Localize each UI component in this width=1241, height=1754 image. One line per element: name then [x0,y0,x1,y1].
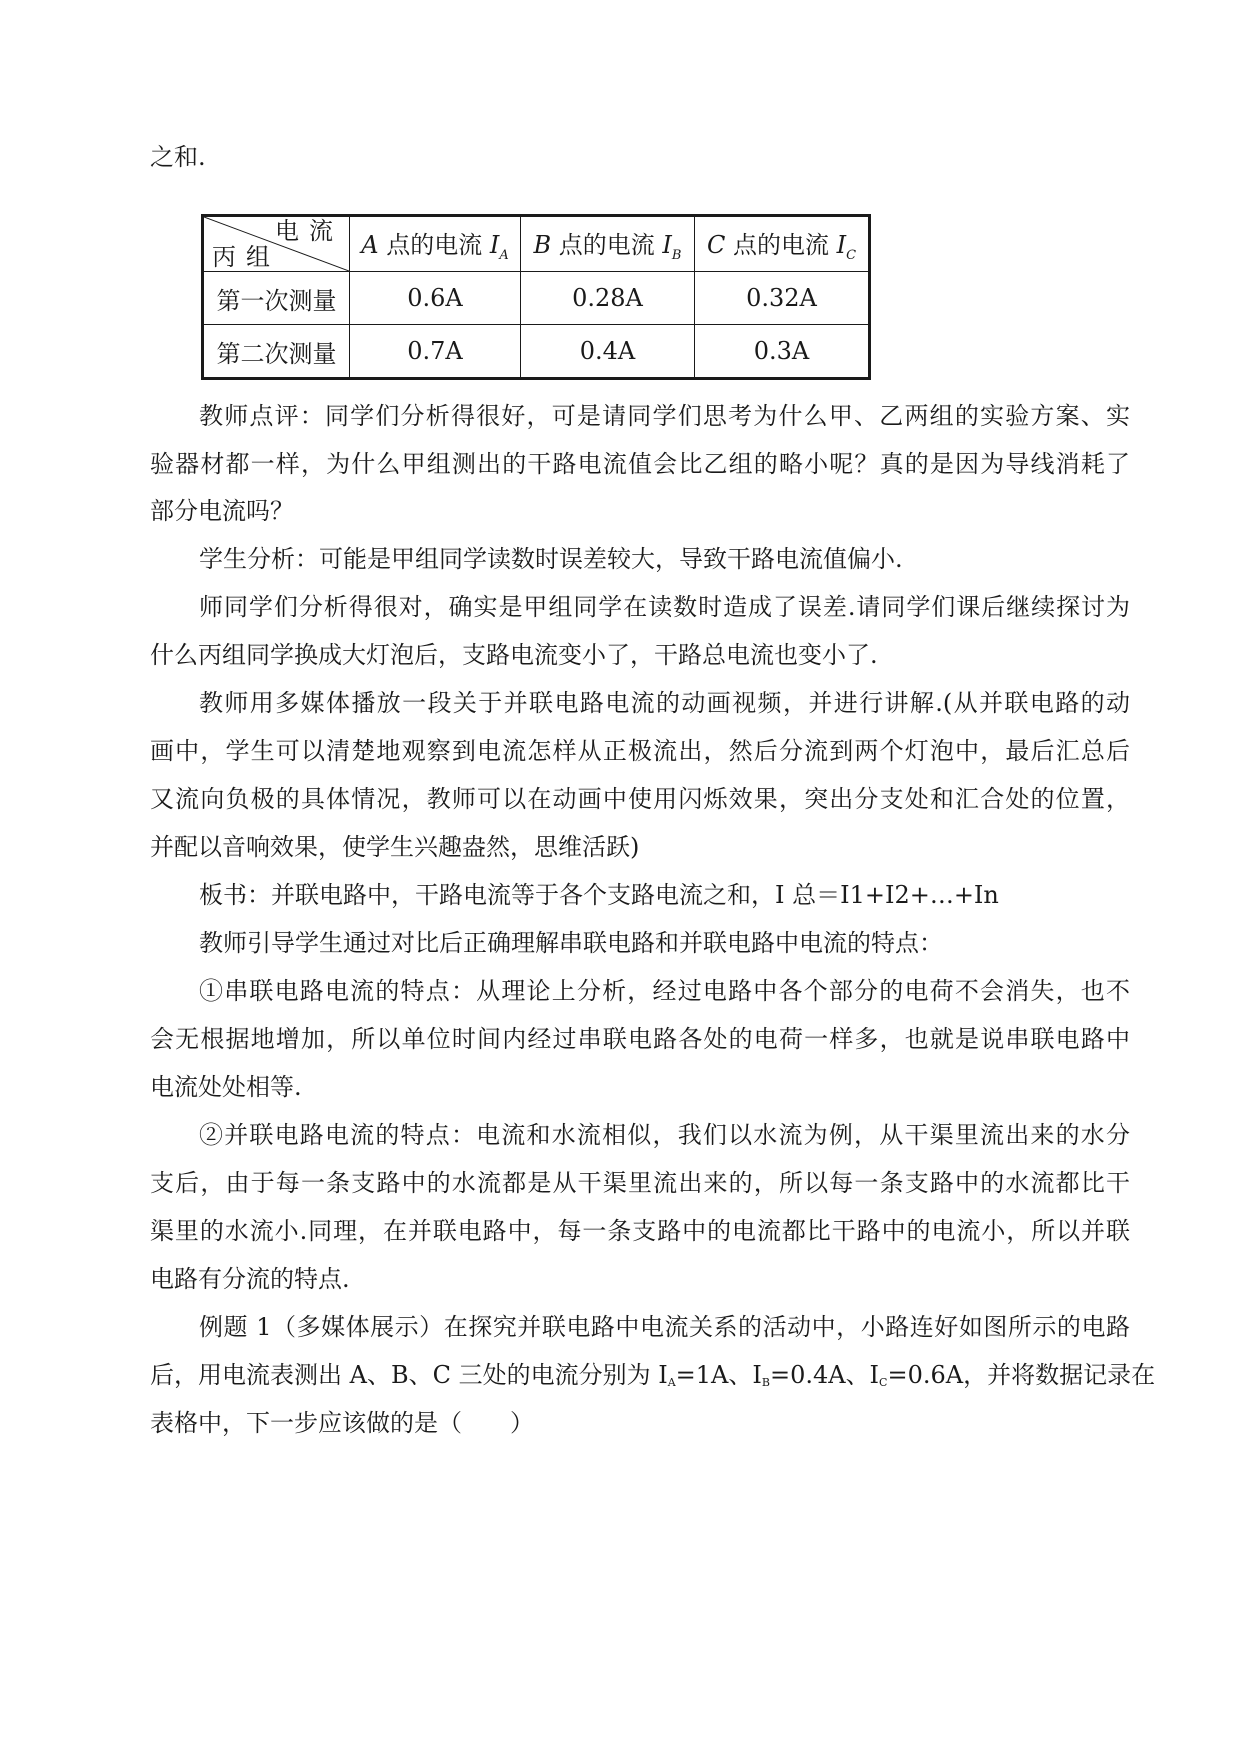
table-cell: 0.3A [695,325,870,379]
paragraph-line: 画中，学生可以清楚地观察到电流怎样从正极流出，然后分流到两个灯泡中，最后汇总后 [150,737,1130,765]
paragraph-line: ①串联电路电流的特点：从理论上分析，经过电路中各个部分的电荷不会消失，也不 [199,977,1130,1005]
table-header-row [203,216,870,272]
paragraph-line: 验器材都一样，为什么甲组测出的干路电流值会比乙组的略小呢？真的是因为导线消耗了 [150,450,1130,478]
paragraph-line: 电流处处相等. [150,1073,302,1101]
paragraph-line: 又流向负极的具体情况，教师可以在动画中使用闪烁效果，突出分支处和汇合处的位置， [150,785,1130,813]
paragraph-line: 教师用多媒体播放一段关于并联电路电流的动画视频，并进行讲解.(从并联电路的动 [199,689,1130,717]
paragraph-line: 学生分析：可能是甲组同学读数时误差较大，导致干路电流值偏小. [199,545,903,573]
table-cell: 0.6A [350,272,521,325]
table-cell: 0.32A [695,272,870,325]
example-question-line: 后，用电流表测出 A、B、C 三处的电流分别为 IA=1A、IB=0.4A、IC=0.6A，并将数据记录在 [150,1361,1156,1389]
table-cell: 0.7A [350,325,521,379]
paragraph-line: 什么丙组同学换成大灯泡后，支路电流变小了，干路总电流也变小了. [150,641,878,669]
board-writing: 板书：并联电路中，干路电流等于各个支路电流之和，I 总＝I1+I2+…+In [199,881,999,909]
paragraph-line: 师同学们分析得很对，确实是甲组同学在读数时造成了误差.请同学们课后继续探讨为 [199,593,1130,621]
table-row [203,325,870,379]
intro-tail: 之和. [150,143,206,171]
paragraph-line: 部分电流吗？ [150,497,294,525]
paragraph-line: 电路有分流的特点. [150,1265,350,1293]
paragraph-line: ②并联电路电流的特点：电流和水流相似，我们以水流为例，从干渠里流出来的水分 [199,1121,1130,1149]
paragraph-line: 教师点评：同学们分析得很好，可是请同学们思考为什么甲、乙两组的实验方案、实 [199,402,1130,430]
header-cell-a: A 点的电流 $I_A$ [350,216,521,272]
table-row [203,272,870,325]
row-label: 第一次测量 [203,272,350,325]
row-label: 第二次测量 [203,325,350,379]
table-cell: 0.28A [521,272,695,325]
table-cell: 0.4A [521,325,695,379]
corner-label-bottom: 丙组 [212,243,280,271]
paragraph-line: 表格中，下一步应该做的是（ ） [150,1409,534,1437]
paragraph-line: 支后，由于每一条支路中的水流都是从干渠里流出来的，所以每一条支路中的水流都比干 [150,1169,1130,1197]
paragraph-line: 渠里的水流小.同理，在并联电路中，每一条支路中的电流都比干路中的电流小，所以并联 [150,1217,1130,1245]
paragraph-line: 教师引导学生通过对比后正确理解串联电路和并联电路中电流的特点： [199,929,943,957]
current-table [201,214,871,380]
example-question: 例题 1（多媒体展示）在探究并联电路中电流关系的活动中，小路连好如图所示的电路 [199,1313,1130,1341]
header-cell-c: C 点的电流 $I_C$ [695,216,870,272]
corner-label-top: 电流 [275,217,343,245]
header-cell-b: B 点的电流 $I_B$ [521,216,695,272]
paragraph-line: 并配以音响效果，使学生兴趣盎然，思维活跃) [150,833,640,861]
paragraph-line: 会无根据地增加，所以单位时间内经过串联电路各处的电荷一样多，也就是说串联电路中 [150,1025,1130,1053]
table-corner-cell [203,216,350,272]
